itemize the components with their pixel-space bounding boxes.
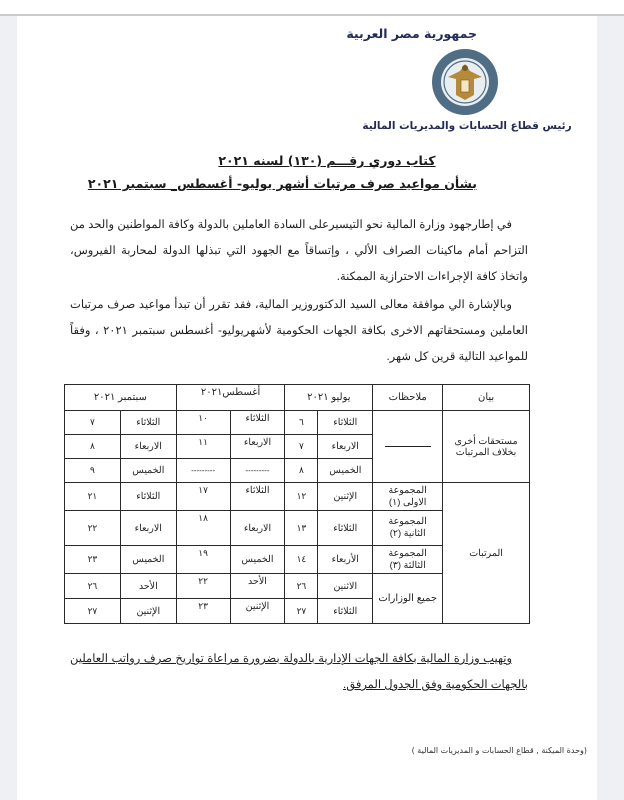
september-day: الثلاثاء (120, 483, 176, 511)
july-date: ٧ (285, 435, 318, 459)
ministry-seal-icon (430, 47, 500, 117)
august-date: ١٧ (176, 483, 230, 511)
august-date: --------- (176, 459, 230, 483)
august-day: الخميس (230, 546, 285, 574)
september-date: ٢١ (65, 483, 121, 511)
september-date: ٩ (65, 459, 121, 483)
august-day: --------- (230, 459, 285, 483)
sector-heading: رئيس قطاع الحسابات والمديريات المالية (362, 120, 572, 132)
august-day: الأحد (230, 574, 285, 599)
header-september: سبتمبر ٢٠٢١ (65, 385, 177, 411)
september-day: الثلاثاء (120, 411, 176, 435)
september-date: ٢٦ (65, 574, 121, 599)
table-row (65, 483, 530, 511)
september-day: الأحد (120, 574, 176, 599)
decision-paragraph: وبالإشارة الي موافقة معالى السيد الدكتوروزير المالية، فقد تقرر أن تبدأ مواعيد صرف مرتبات العاملين ومستحقاتهم الاخرى بكافة الجهات الحكومية لأشهريوليو- أغسطس سبتمبر ٢٠٢١ ، وفقاً للمواعيد التالية قرين كل شهر. (70, 299, 528, 363)
item-cell: مستحقات أخرى بخلاف المرتبات (443, 411, 530, 483)
september-day: الخميس (120, 546, 176, 574)
august-day: الثلاثاء (230, 411, 285, 435)
august-day: الاربعاء (230, 511, 285, 546)
september-date: ٢٣ (65, 546, 121, 574)
july-date: ٢٦ (285, 574, 318, 599)
july-day: الخميس (318, 459, 373, 483)
september-day: الاربعاء (120, 511, 176, 546)
subject-title: بشأن مواعيد صرف مرتبات أشهر يوليو- أغسطس_ سبتمبر ٢٠٢١ (87, 176, 477, 191)
august-date: ١٩ (176, 546, 230, 574)
notes-cell: جميع الوزارات (373, 574, 443, 624)
footer-unit-note: (وحدة الميكنة , قطاع الحسابات و المديريات المالية ) (411, 746, 587, 755)
july-date: ١٢ (285, 483, 318, 511)
august-date: ١٠ (176, 411, 230, 435)
august-day: الثلاثاء (230, 483, 285, 511)
notes-cell (373, 411, 443, 483)
salary-schedule-table (64, 384, 530, 624)
table-row (65, 411, 530, 435)
july-day: الثلاثاء (318, 599, 373, 624)
july-date: ١٣ (285, 511, 318, 546)
dash-line (385, 446, 431, 447)
july-date: ٢٧ (285, 599, 318, 624)
august-day: الإثنين (230, 599, 285, 624)
september-day: الإثنين (120, 599, 176, 624)
july-date: ٨ (285, 459, 318, 483)
august-date: ١٨ (176, 511, 230, 546)
document-page (17, 16, 597, 800)
viewer-top-bar (0, 0, 624, 16)
notes-cell: المجموعة الثالثة (٣) (373, 546, 443, 574)
august-date: ٢٢ (176, 574, 230, 599)
september-date: ٨ (65, 435, 121, 459)
table-header-row (65, 385, 530, 411)
header-notes: ملاحظات (373, 385, 443, 411)
september-day: الاربعاء (120, 435, 176, 459)
august-date: ٢٣ (176, 599, 230, 624)
july-day: الثلاثاء (318, 511, 373, 546)
header-july: يوليو ٢٠٢١ (285, 385, 373, 411)
header-item: بيان (443, 385, 530, 411)
july-day: الأربعاء (318, 546, 373, 574)
notes-cell: المجموعة الثانية (٢) (373, 511, 443, 546)
july-date: ٦ (285, 411, 318, 435)
republic-heading: جمهورية مصر العربية (346, 26, 477, 41)
july-day: الإثنين (318, 483, 373, 511)
header-august: أغسطس٢٠٢١ (176, 385, 285, 411)
august-day: الاربعاء (230, 435, 285, 459)
item-cell: المرتبات (443, 483, 530, 624)
closing-paragraph: وتهيب وزارة المالية بكافة الجهات الإدارية بالدولة بضرورة مراعاة تواريخ صرف رواتب العاملين بالجهات الحكومية وفق الجدول المرفق. (70, 653, 528, 691)
intro-paragraph: في إطارجهود وزارة المالية نحو التيسيرعلى السادة العاملين بالدولة وكافة المواطنين والحد من التزاحم أمام ماكينات الصراف الألي ، وإتساقاً مع الجهود التي تبذلها الدولة لمحاربة الفيروس، واتخاذ كافة الإجراءات الاحترازية الممكنة. (70, 219, 528, 283)
august-date: ١١ (176, 435, 230, 459)
july-day: الاثنين (318, 574, 373, 599)
september-date: ٢٢ (65, 511, 121, 546)
september-date: ٢٧ (65, 599, 121, 624)
notes-cell: المجموعة الاولى (١) (373, 483, 443, 511)
september-date: ٧ (65, 411, 121, 435)
circular-number-title: كتاب دوري رقـــم (١٣٠) لسنه ٢٠٢١ (218, 153, 436, 168)
july-day: الثلاثاء (318, 411, 373, 435)
september-day: الخميس (120, 459, 176, 483)
july-day: الاربعاء (318, 435, 373, 459)
july-date: ١٤ (285, 546, 318, 574)
